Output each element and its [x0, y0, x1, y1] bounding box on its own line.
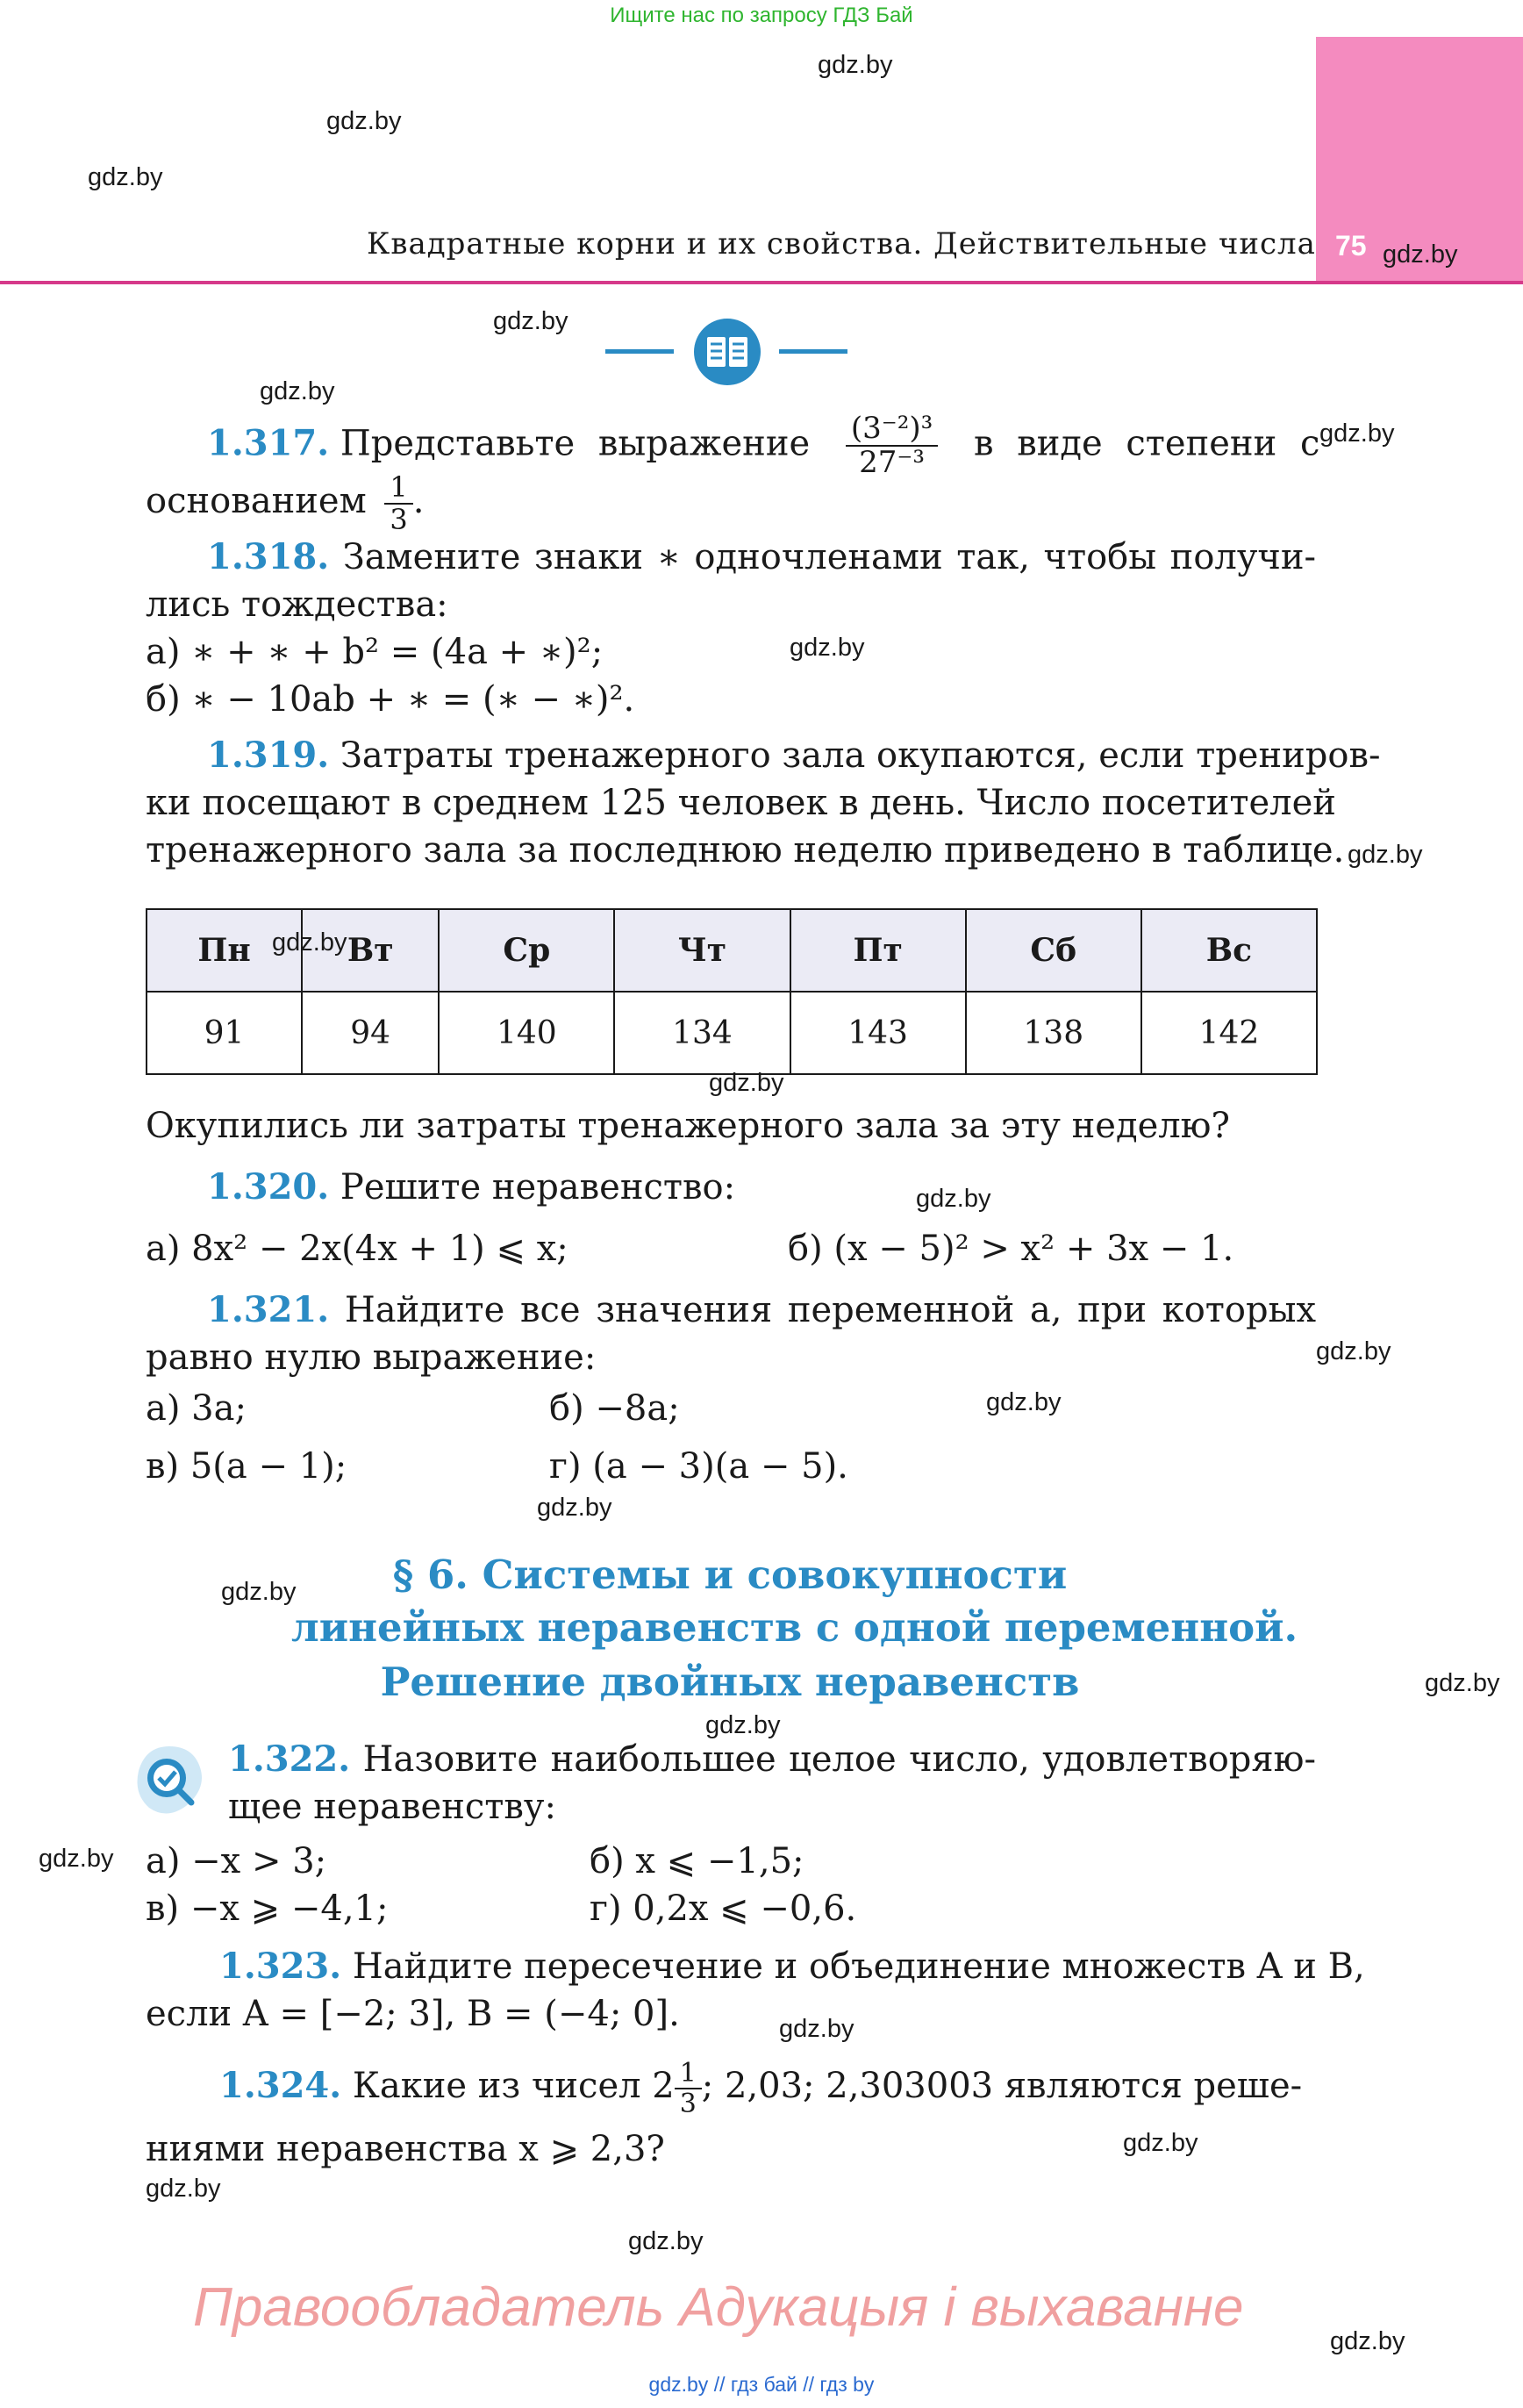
task-1324-line1 — [219, 2059, 1302, 2118]
day-thu: Чт — [614, 909, 790, 992]
task-number: 1.319. — [207, 735, 330, 776]
day-sun: Вс — [1141, 909, 1317, 992]
task-1319-line3: тренажерного зала за последнюю неделю приведено в таблице. — [146, 830, 1345, 871]
day-sat: Сб — [966, 909, 1141, 992]
task-number: 1.324. — [219, 2065, 342, 2106]
watermark[interactable]: gdz.by — [493, 307, 568, 335]
visitors-fri: 143 — [790, 992, 966, 1074]
task-1322-line1 — [228, 1736, 1316, 1783]
day-fri: Пт — [790, 909, 966, 992]
task-1322-a: а) −x > 3; — [146, 1841, 327, 1881]
visitors-mon: 91 — [147, 992, 302, 1074]
task-1323-line2: если A = [−2; 3], B = (−4; 0]. — [146, 1994, 680, 2034]
task-1321-line2: равно нулю выражение: — [146, 1337, 597, 1378]
task-text: Назовите наибольшее целое число, удовлетворяю- — [362, 1739, 1316, 1780]
watermark[interactable]: gdz.by — [1348, 841, 1423, 869]
fraction-denominator: 3 — [390, 503, 408, 537]
watermark[interactable]: gdz.by — [916, 1185, 991, 1213]
fraction-numerator: 1 — [675, 2059, 702, 2089]
watermark[interactable]: gdz.by — [818, 51, 893, 79]
section-title-line3: Решение двойных неравенств — [380, 1659, 1080, 1705]
fraction-denominator: 27⁻³ — [859, 445, 925, 481]
visitors-thu: 134 — [614, 992, 790, 1074]
task-text: Затраты тренажерного зала окупаются, если трениров- — [340, 735, 1381, 776]
copyright-footer: Правообладатель Адукацыя і выхаванне — [193, 2277, 1244, 2338]
task-1323-line1 — [219, 1943, 1365, 1990]
watermark[interactable]: gdz.by — [709, 1069, 784, 1097]
task-number: 1.321. — [207, 1289, 330, 1330]
table-row — [147, 992, 1317, 1074]
task-1318-line1 — [207, 534, 1316, 581]
watermark[interactable]: gdz.by — [790, 634, 865, 662]
watermark[interactable]: gdz.by — [88, 163, 163, 191]
watermark[interactable]: gdz.by — [705, 1711, 781, 1739]
divider-left — [605, 349, 674, 354]
task-text: Решите неравенство: — [340, 1167, 736, 1208]
open-book-icon — [693, 318, 762, 386]
task-1321-c: в) 5(a − 1); — [146, 1446, 347, 1487]
task-1321-a: а) 3a; — [146, 1388, 247, 1429]
day-mon: Пн — [147, 909, 302, 992]
visitors-tue: 94 — [302, 992, 439, 1074]
base-fraction — [384, 472, 412, 535]
running-header: Квадратные корни и их свойства. Действительные числа — [367, 226, 1316, 262]
fraction-numerator: 1 — [384, 472, 412, 505]
task-1322-b: б) x ⩽ −1,5; — [590, 1841, 804, 1881]
task-1317-line1 — [207, 411, 1320, 481]
footer-links[interactable]: gdz.by // гдз бай // гдз by — [648, 2373, 875, 2396]
task-1319-line1 — [207, 732, 1381, 779]
task-text: Замените знаки ∗ одночленами так, чтобы получи- — [342, 537, 1316, 577]
top-banner[interactable]: Ищите нас по запросу ГДЗ Бай — [610, 4, 913, 27]
watermark[interactable]: gdz.by — [628, 2227, 704, 2255]
task-1324-line2: ниями неравенства x ⩾ 2,3? — [146, 2129, 665, 2169]
task-1319-question: Окупились ли затраты тренажерного зала за эту неделю? — [146, 1106, 1230, 1146]
watermark[interactable]: gdz.by — [1316, 1337, 1391, 1365]
watermark[interactable]: gdz.by — [326, 107, 402, 135]
header-rule — [0, 281, 1523, 284]
task-number: 1.323. — [219, 1946, 342, 1987]
check-magnifier-icon — [132, 1743, 207, 1818]
fraction-numerator: (3⁻²)³ — [846, 412, 938, 447]
watermark[interactable]: gdz.by — [39, 1845, 114, 1873]
task-text: Найдите все значения переменной a, при которых — [344, 1290, 1316, 1330]
watermark[interactable]: gdz.by — [272, 928, 347, 957]
watermark[interactable]: gdz.by — [221, 1578, 297, 1606]
task-number: 1.320. — [207, 1166, 330, 1208]
task-number: 1.318. — [207, 536, 330, 577]
watermark[interactable]: gdz.by — [1425, 1669, 1500, 1697]
task-text: ; 2,03; 2,303003 являются реше- — [701, 2066, 1303, 2106]
watermark[interactable]: gdz.by — [986, 1388, 1062, 1416]
section-title-line2: линейных неравенств с одной переменной. — [291, 1604, 1298, 1651]
task-1320-a: а) 8x² − 2x(4x + 1) ⩽ x; — [146, 1229, 568, 1269]
day-wed: Ср — [439, 909, 614, 992]
task-1319-line2: ки посещают в среднем 125 человек в день. Число посетителей — [146, 783, 1336, 823]
watermark[interactable]: gdz.by — [1319, 419, 1395, 448]
task-text: Найдите пересечение и объединение множеств A и B, — [352, 1946, 1365, 1987]
task-1321-d: г) (a − 3)(a − 5). — [549, 1446, 848, 1487]
task-1318-a: а) ∗ + ∗ + b² = (4a + ∗)²; — [146, 632, 604, 672]
watermark[interactable]: gdz.by — [1383, 240, 1458, 269]
watermark[interactable]: gdz.by — [537, 1494, 612, 1522]
fraction — [846, 412, 938, 480]
task-1322-d: г) 0,2x ⩽ −0,6. — [590, 1888, 857, 1929]
task-1318-b: б) ∗ − 10ab + ∗ = (∗ − ∗)². — [146, 679, 635, 720]
day-tue: Вт — [302, 909, 439, 992]
watermark[interactable]: gdz.by — [260, 377, 335, 405]
task-number: 1.317. — [207, 422, 330, 464]
visitors-sat: 138 — [966, 992, 1141, 1074]
fraction-denominator: 3 — [679, 2089, 697, 2119]
watermark[interactable]: gdz.by — [1330, 2327, 1405, 2355]
task-text: основанием — [146, 481, 367, 522]
task-1321-b: б) −8a; — [549, 1388, 680, 1429]
section-title-line1: § 6. Системы и совокупности — [392, 1552, 1068, 1598]
page-number: 75 — [1335, 230, 1367, 262]
task-1317-line2: основанием $\frac{1}{3}$ . — [146, 470, 425, 537]
watermark[interactable]: gdz.by — [146, 2175, 221, 2203]
task-1318-line2: лись тождества: — [146, 584, 448, 625]
task-1322-line2: щее неравенству: — [228, 1787, 556, 1827]
mixed-fraction — [675, 2059, 702, 2118]
task-text: в виде степени с — [973, 423, 1320, 464]
task-text: Представьте выражение — [340, 423, 811, 464]
watermark[interactable]: gdz.by — [779, 2015, 854, 2043]
task-1320-b: б) (x − 5)² > x² + 3x − 1. — [788, 1229, 1234, 1269]
task-text: Какие из чисел 2 — [352, 2066, 675, 2106]
watermark[interactable]: gdz.by — [1123, 2129, 1198, 2157]
visitors-wed: 140 — [439, 992, 614, 1074]
task-1322-c: в) −x ⩾ −4,1; — [146, 1888, 389, 1929]
task-1320-line1 — [207, 1164, 735, 1211]
task-1321-line1 — [207, 1286, 1316, 1334]
visitors-sun: 142 — [1141, 992, 1317, 1074]
task-number: 1.322. — [228, 1738, 351, 1780]
divider-right — [779, 349, 847, 354]
